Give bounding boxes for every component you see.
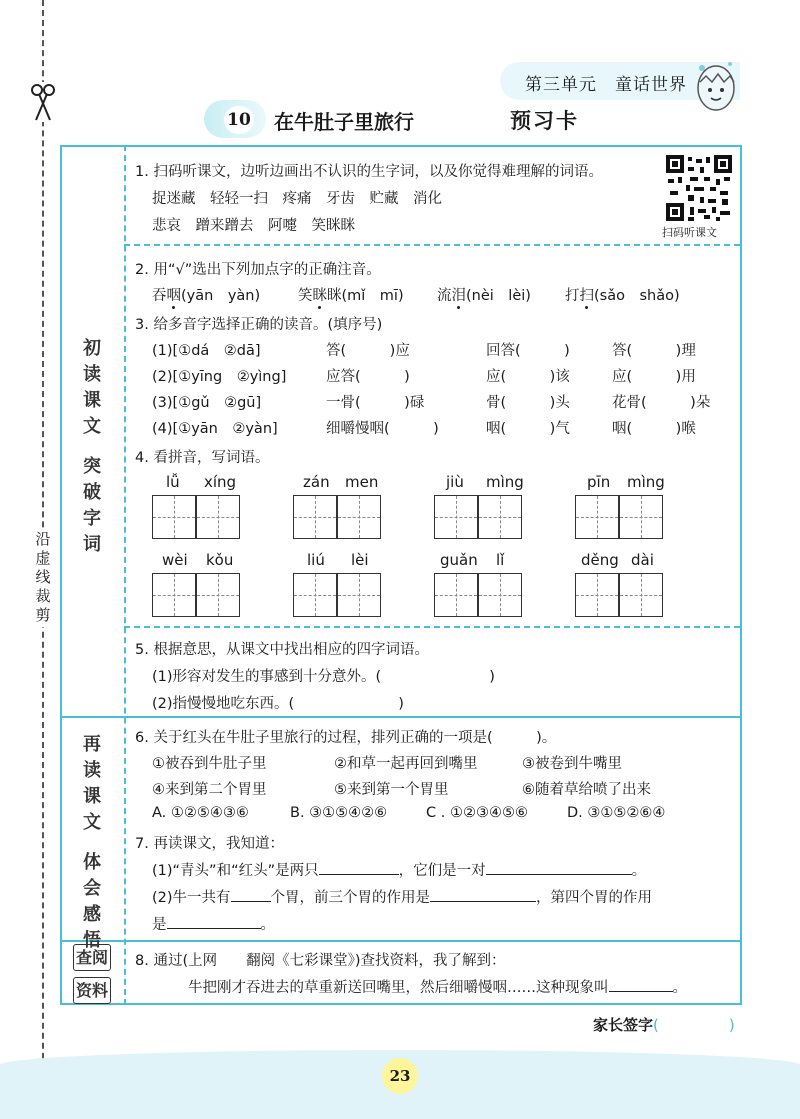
label-char: 课 (83, 390, 101, 411)
unit-heading (525, 70, 705, 95)
q1-words-line2: 悲哀 蹭来蹭去 阿嚏 笑眯眯 (152, 218, 355, 234)
q3-blank[interactable]: 咽( )气 (486, 421, 570, 437)
char-grid[interactable] (619, 495, 663, 539)
unit-number: 第三单元 (525, 75, 597, 95)
q3-blank[interactable]: 回答( ) (486, 343, 570, 359)
char-grid[interactable] (152, 495, 196, 539)
unit-theme: 童话世界 (615, 75, 687, 95)
lesson-number-badge (204, 100, 266, 138)
q3-blank[interactable]: 答( )应 (326, 343, 410, 359)
q3-prompt: 3. 给多音字选择正确的读音。(填序号) (135, 317, 383, 333)
char-grid[interactable] (196, 495, 240, 539)
char-grid[interactable] (337, 495, 381, 539)
cut-instruction: 沿虚线裁剪 (33, 528, 53, 627)
q8-text: 牛把刚才吞进去的草重新送回嘴里，然后细嚼慢咽……这种现象叫 。 (188, 980, 687, 996)
label-char: 悟 (83, 930, 101, 951)
q6-step: ④来到第二个胃里 (152, 782, 267, 798)
q6-choice[interactable]: D. ③①⑤②⑥④ (567, 805, 666, 821)
q2-item[interactable]: 流泪(nèi lèi) (437, 288, 531, 304)
label-char: 会 (83, 878, 101, 899)
lesson-title: 在牛肚子里旅行 (274, 110, 414, 134)
q6-prompt: 6. 关于红头在牛肚子里旅行的过程，排列正确的一项是( )。 (135, 730, 557, 746)
q6-step: ①被吞到牛肚子里 (152, 756, 267, 772)
q2-prompt: 2. 用“√”选出下列加点字的正确注音。 (135, 262, 381, 278)
q6-step: ⑤来到第一个胃里 (334, 782, 449, 798)
answer-blank[interactable] (486, 861, 632, 875)
q6-choice[interactable]: A. ①②⑤④③⑥ (152, 805, 249, 821)
q7-line1: (1)“青头”和“红头”是两只 ，它们是一对 。 (152, 863, 647, 879)
char-grid[interactable] (434, 495, 478, 539)
q2-item[interactable]: 吞咽(yān yàn) (152, 288, 261, 304)
q1-prompt: 1. 扫码听课文，边听边画出不认识的生字词，以及你觉得难理解的词语。 (135, 164, 603, 180)
row-divider (124, 244, 740, 246)
section-label-rereading (70, 732, 114, 954)
q6-choice[interactable]: C . ①②③④⑤⑥ (426, 805, 528, 821)
q6-step: ②和草一起再回到嘴里 (334, 756, 478, 772)
q6-step: ⑥随着草给喷了出来 (522, 782, 651, 798)
label-char: 初 (83, 338, 101, 359)
section-divider (124, 145, 126, 1005)
qr-code-icon[interactable] (666, 155, 732, 221)
q4-prompt: 4. 看拼音，写词语。 (135, 450, 270, 466)
char-grid[interactable] (293, 495, 337, 539)
label-char: 查 (75, 948, 92, 967)
answer-blank[interactable] (167, 915, 261, 929)
card-label: 预习卡 (510, 109, 579, 133)
q7-line2: (2)牛一共有 个胃，前三个胃的作用是 ，第四个胃的作用 (152, 890, 653, 906)
char-grid[interactable] (152, 573, 196, 617)
q3-options: (1)[①dá ②dā] (152, 343, 261, 359)
q3-blank[interactable]: 一骨( )碌 (326, 395, 425, 411)
label-char: 体 (83, 852, 101, 873)
q6-step: ③被卷到牛嘴里 (522, 756, 622, 772)
q3-blank[interactable]: 咽( )喉 (612, 421, 696, 437)
q3-options: (3)[①gǔ ②gū] (152, 395, 262, 411)
label-char: 课 (83, 786, 101, 807)
q3-blank[interactable]: 应( )用 (612, 369, 696, 385)
q2-item[interactable]: 打扫(sǎo shǎo) (565, 288, 680, 304)
section-label-reading (70, 336, 114, 558)
char-grid[interactable] (196, 573, 240, 617)
section-divider-line (60, 940, 742, 942)
q2-item[interactable]: 笑眯眯(mǐ mī) (298, 288, 404, 304)
label-char: 读 (83, 760, 101, 781)
answer-blank[interactable] (231, 888, 271, 902)
q3-blank[interactable]: 答( )理 (612, 343, 696, 359)
label-char: 读 (83, 364, 101, 385)
section-divider-line (60, 716, 742, 718)
q3-blank[interactable]: 应答( ) (326, 369, 410, 385)
q5-item[interactable]: (2)指慢慢地吃东西。( ) (152, 696, 404, 712)
lesson-title-row (204, 100, 604, 140)
q8-prompt: 8. 通过(上网 翻阅《七彩课堂》)查找资料，我了解到： (135, 953, 506, 969)
label-char: 阅 (92, 948, 109, 967)
qr-caption: 扫码听课文 (662, 226, 717, 239)
char-grid[interactable] (337, 573, 381, 617)
answer-blank[interactable] (319, 861, 399, 875)
label-char: 资 (75, 981, 92, 1000)
q5-prompt: 5. 根据意思，从课文中找出相应的四字词语。 (135, 642, 429, 658)
q7-line3: 是 。 (152, 917, 275, 933)
q3-blank[interactable]: 细嚼慢咽( ) (326, 421, 439, 437)
q3-blank[interactable]: 花骨( )朵 (612, 395, 711, 411)
q3-options: (4)[①yān ②yàn] (152, 421, 278, 437)
scissors-icon (28, 82, 58, 122)
char-grid[interactable] (619, 573, 663, 617)
char-grid[interactable] (478, 573, 522, 617)
egg-mascot-icon (692, 56, 740, 112)
parent-signature[interactable]: 家长签字( ) (593, 1016, 735, 1034)
label-char: 词 (83, 534, 101, 555)
q6-choice[interactable]: B. ③①⑤④②⑥ (290, 805, 388, 821)
label-char: 破 (83, 482, 101, 503)
label-char: 文 (83, 812, 101, 833)
row-divider (124, 626, 740, 628)
label-char: 文 (83, 416, 101, 437)
char-grid[interactable] (293, 573, 337, 617)
q5-item[interactable]: (1)形容对发生的事感到十分意外。( ) (152, 669, 495, 685)
q3-options: (2)[①yīng ②yìng] (152, 369, 287, 385)
char-grid[interactable] (575, 573, 619, 617)
answer-blank[interactable] (609, 978, 673, 992)
label-char: 再 (83, 734, 101, 755)
label-char: 突 (83, 456, 101, 477)
page-number: 23 (382, 1058, 418, 1094)
label-char: 字 (83, 508, 101, 529)
label-char: 料 (92, 981, 109, 1000)
char-grid[interactable] (434, 573, 478, 617)
answer-blank[interactable] (430, 888, 536, 902)
q3-blank[interactable]: 骨( )头 (486, 395, 570, 411)
label-char-box (73, 977, 111, 1004)
char-grid[interactable] (478, 495, 522, 539)
lesson-number: 10 (224, 106, 254, 134)
label-char: 感 (83, 904, 101, 925)
q7-prompt: 7. 再读课文，我知道： (135, 836, 284, 852)
char-grid[interactable] (575, 495, 619, 539)
label-char-box (73, 944, 111, 971)
section-label-research (70, 944, 114, 1004)
q3-blank[interactable]: 应( )该 (486, 369, 570, 385)
q1-words-line1: 捉迷藏 轻轻一扫 疼痛 牙齿 贮藏 消化 (152, 191, 442, 207)
